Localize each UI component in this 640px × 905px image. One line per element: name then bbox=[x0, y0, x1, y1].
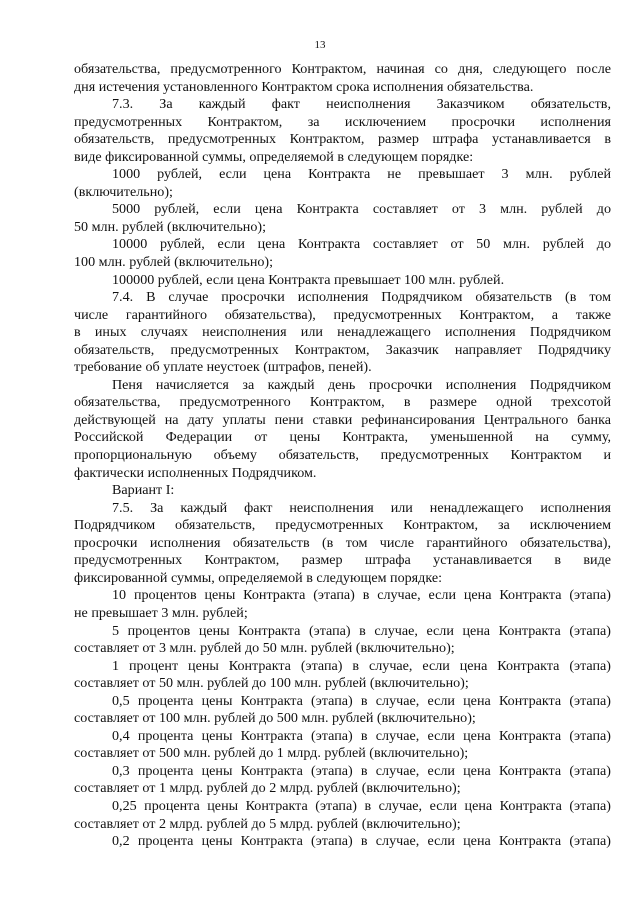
text-line: составляет от 500 млн. рублей до 1 млрд. рублей (включительно); bbox=[74, 745, 469, 762]
text-line: 0,25 процента цены Контракта (этапа) в случае, если цена Контракта (этапа) bbox=[112, 797, 611, 814]
text-line: составляет от 3 млн. рублей до 50 млн. рублей (включительно); bbox=[74, 640, 455, 657]
text-line: 7.5. За каждый факт неисполнения или ненадлежащего исполнения bbox=[112, 499, 611, 516]
text-line: дня истечения установленного Контрактом срока исполнения обязательства. bbox=[74, 78, 534, 95]
text-line: составляет от 1 млрд. рублей до 2 млрд. рублей (включительно); bbox=[74, 780, 461, 797]
text-line: предусмотренных Контрактом, размер штрафа устанавливается в виде bbox=[74, 552, 611, 569]
text-line: пропорциональную объему обязательств, предусмотренных Контрактом и bbox=[74, 447, 611, 464]
page-number: 13 bbox=[314, 39, 326, 51]
text-line: (включительно); bbox=[74, 183, 173, 200]
text-line: обязательства, предусмотренного Контрактом, в размере одной трехсотой bbox=[74, 394, 611, 411]
text-line: 0,3 процента цены Контракта (этапа) в случае, если цена Контракта (этапа) bbox=[112, 762, 611, 779]
text-line: 5 процентов цены Контракта (этапа) в случае, если цена Контракта (этапа) bbox=[112, 622, 611, 639]
text-line: обязательств, предусмотренных Контрактом, размер штрафа устанавливается в bbox=[74, 131, 611, 148]
text-line: обязательства, предусмотренного Контрактом, начиная со дня, следующего после bbox=[74, 61, 611, 77]
text-line: 5000 рублей, если цена Контракта составляет от 3 млн. рублей до bbox=[112, 201, 611, 218]
text-line: виде фиксированной суммы, определяемой в следующем порядке: bbox=[74, 148, 474, 165]
text-line: 50 млн. рублей (включительно); bbox=[74, 218, 266, 235]
text-line: 10000 рублей, если цена Контракта составляет от 50 млн. рублей до bbox=[112, 236, 611, 253]
text-line: фактически исполненных Подрядчиком. bbox=[74, 464, 317, 481]
text-line: фиксированной суммы, определяемой в следующем порядке: bbox=[74, 569, 442, 586]
text-line: 0,2 процента цены Контракта (этапа) в случае, если цена Контракта (этапа) bbox=[112, 833, 611, 850]
text-line: 100000 рублей, если цена Контракта превышает 100 млн. рублей. bbox=[112, 271, 505, 288]
text-line: составляет от 100 млн. рублей до 500 млн. рублей (включительно); bbox=[74, 710, 476, 727]
text-line: обязательств, предусмотренных Контрактом, Заказчик направляет Подрядчику bbox=[74, 341, 611, 358]
text-line: Вариант I: bbox=[112, 482, 175, 499]
text-line: Подрядчиком обязательств, предусмотренных Контрактом, за исключением bbox=[74, 517, 611, 534]
text-line: действующей на дату уплаты пени ставки рефинансирования Центрального банка bbox=[74, 411, 611, 428]
text-line: составляет от 2 млрд. рублей до 5 млрд. рублей (включительно); bbox=[74, 815, 461, 832]
text-line: Пеня начисляется за каждый день просрочки исполнения Подрядчиком bbox=[112, 376, 611, 393]
text-line: 100 млн. рублей (включительно); bbox=[74, 254, 274, 271]
text-line: 10 процентов цены Контракта (этапа) в случае, если цена Контракта (этапа) bbox=[112, 587, 611, 604]
text-line: 1000 рублей, если цена Контракта не превышает 3 млн. рублей bbox=[112, 166, 611, 183]
text-line: предусмотренных Контрактом, за исключением просрочки исполнения bbox=[74, 113, 611, 130]
document-body bbox=[74, 61, 611, 851]
text-line: требование об уплате неустоек (штрафов, пеней). bbox=[74, 359, 372, 376]
text-line: 7.3. За каждый факт неисполнения Заказчиком обязательств, bbox=[112, 96, 611, 113]
text-line: просрочки исполнения обязательств (в том числе гарантийного обязательства), bbox=[74, 534, 611, 551]
text-line: в иных случаях неисполнения или ненадлежащего исполнения Подрядчиком bbox=[74, 324, 611, 341]
text-line: Российской Федерации от цены Контракта, уменьшенной на сумму, bbox=[74, 429, 611, 446]
text-line: не превышает 3 млн. рублей; bbox=[74, 604, 248, 621]
text-line: составляет от 50 млн. рублей до 100 млн. рублей (включительно); bbox=[74, 675, 469, 692]
text-line: 7.4. В случае просрочки исполнения Подрядчиком обязательств (в том bbox=[112, 289, 611, 306]
text-line: числе гарантийного обязательства), предусмотренных Контрактом, а также bbox=[74, 306, 611, 323]
text-line: 1 процент цены Контракта (этапа) в случае, если цена Контракта (этапа) bbox=[112, 657, 611, 674]
text-line: 0,5 процента цены Контракта (этапа) в случае, если цена Контракта (этапа) bbox=[112, 692, 611, 709]
text-line: 0,4 процента цены Контракта (этапа) в случае, если цена Контракта (этапа) bbox=[112, 727, 611, 744]
